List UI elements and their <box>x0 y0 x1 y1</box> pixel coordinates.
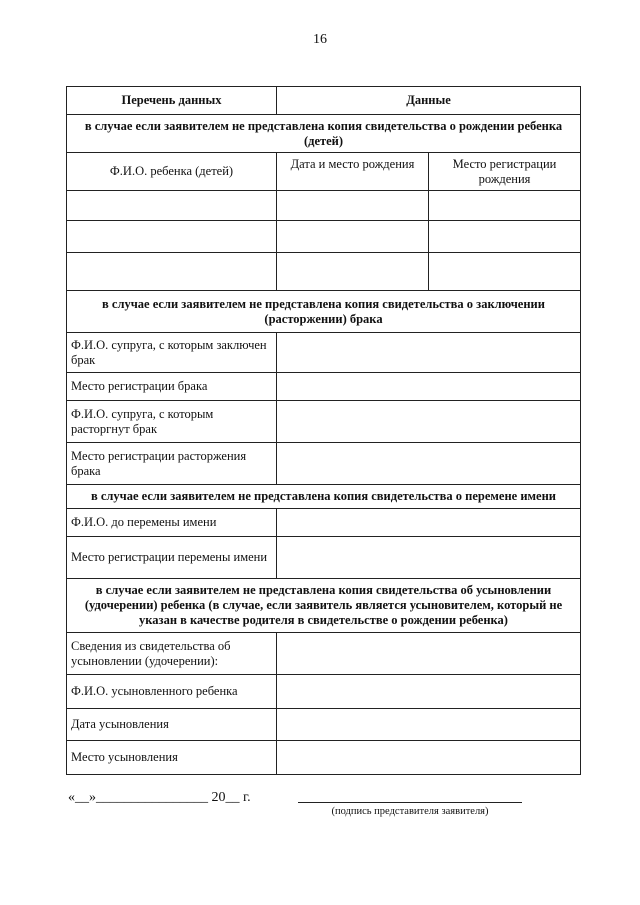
marriage-row <box>67 443 581 485</box>
adoption-row-label: Дата усыновления <box>67 709 277 741</box>
marriage-row-value[interactable] <box>277 401 581 443</box>
adoption-row-label: Место усыновления <box>67 741 277 775</box>
marriage-row-label: Место регистрации расторжения брака <box>67 443 277 485</box>
marriage-row-value[interactable] <box>277 333 581 373</box>
name-change-row <box>67 537 581 579</box>
section-name-change-row <box>67 485 581 509</box>
section-marriage-row <box>67 291 581 333</box>
marriage-row-label: Ф.И.О. супруга, с которым заключен брак <box>67 333 277 373</box>
name-change-row-value[interactable] <box>277 537 581 579</box>
section-birth-row <box>67 115 581 153</box>
name-change-row-label: Ф.И.О. до перемены имени <box>67 509 277 537</box>
birth-header-date: Дата и место рождения <box>277 153 429 191</box>
date-line[interactable]: «__»________________ 20__ г. <box>68 790 251 805</box>
data-table <box>66 86 581 775</box>
section-adoption-title: в случае если заявителем не представлена копия свидетельства об усыновлении (удочерении) ребенка (в случае, если заявитель является усыновителем, который не указан в качестве родителя в свидетельстве о рождении ребенка) <box>67 579 581 633</box>
birth-date-cell[interactable] <box>277 253 429 291</box>
header-data: Данные <box>277 87 581 115</box>
header-list: Перечень данных <box>67 87 277 115</box>
birth-header-row <box>67 153 581 191</box>
section-birth-title: в случае если заявителем не представлена копия свидетельства о рождении ребенка (детей) <box>67 115 581 153</box>
adoption-row-label: Ф.И.О. усыновленного ребенка <box>67 675 277 709</box>
adoption-row-value[interactable] <box>277 741 581 775</box>
birth-entry-row <box>67 191 581 221</box>
adoption-row <box>67 741 581 775</box>
table-header-row <box>67 87 581 115</box>
marriage-row-label: Место регистрации брака <box>67 373 277 401</box>
birth-header-place: Место регистрации рождения <box>429 153 581 191</box>
adoption-row-label: Сведения из свидетельства об усыновлении (удочерении): <box>67 633 277 675</box>
birth-name-cell[interactable] <box>67 221 277 253</box>
marriage-row-value[interactable] <box>277 373 581 401</box>
adoption-row <box>67 709 581 741</box>
signature-caption: (подпись представителя заявителя) <box>331 806 489 817</box>
section-name-change-title: в случае если заявителем не представлена копия свидетельства о перемене имени <box>67 485 581 509</box>
adoption-row-value[interactable] <box>277 675 581 709</box>
name-change-row-label: Место регистрации перемены имени <box>67 537 277 579</box>
birth-entry-row <box>67 221 581 253</box>
name-change-row-value[interactable] <box>277 509 581 537</box>
birth-name-cell[interactable] <box>67 253 277 291</box>
marriage-row <box>67 333 581 373</box>
marriage-row <box>67 401 581 443</box>
name-change-row <box>67 509 581 537</box>
birth-header-name: Ф.И.О. ребенка (детей) <box>67 153 277 191</box>
birth-place-cell[interactable] <box>429 221 581 253</box>
adoption-row <box>67 675 581 709</box>
birth-place-cell[interactable] <box>429 253 581 291</box>
section-adoption-row <box>67 579 581 633</box>
section-marriage-title: в случае если заявителем не представлена копия свидетельства о заключении (расторжении) брака <box>67 291 581 333</box>
birth-entry-row <box>67 253 581 291</box>
adoption-row-value[interactable] <box>277 709 581 741</box>
birth-date-cell[interactable] <box>277 221 429 253</box>
signature-line[interactable] <box>298 802 522 803</box>
birth-place-cell[interactable] <box>429 191 581 221</box>
birth-name-cell[interactable] <box>67 191 277 221</box>
marriage-row-value[interactable] <box>277 443 581 485</box>
marriage-row <box>67 373 581 401</box>
marriage-row-label: Ф.И.О. супруга, с которым расторгнут брак <box>67 401 277 443</box>
birth-date-cell[interactable] <box>277 191 429 221</box>
page-number: 16 <box>313 32 327 47</box>
adoption-row-value[interactable] <box>277 633 581 675</box>
adoption-row <box>67 633 581 675</box>
